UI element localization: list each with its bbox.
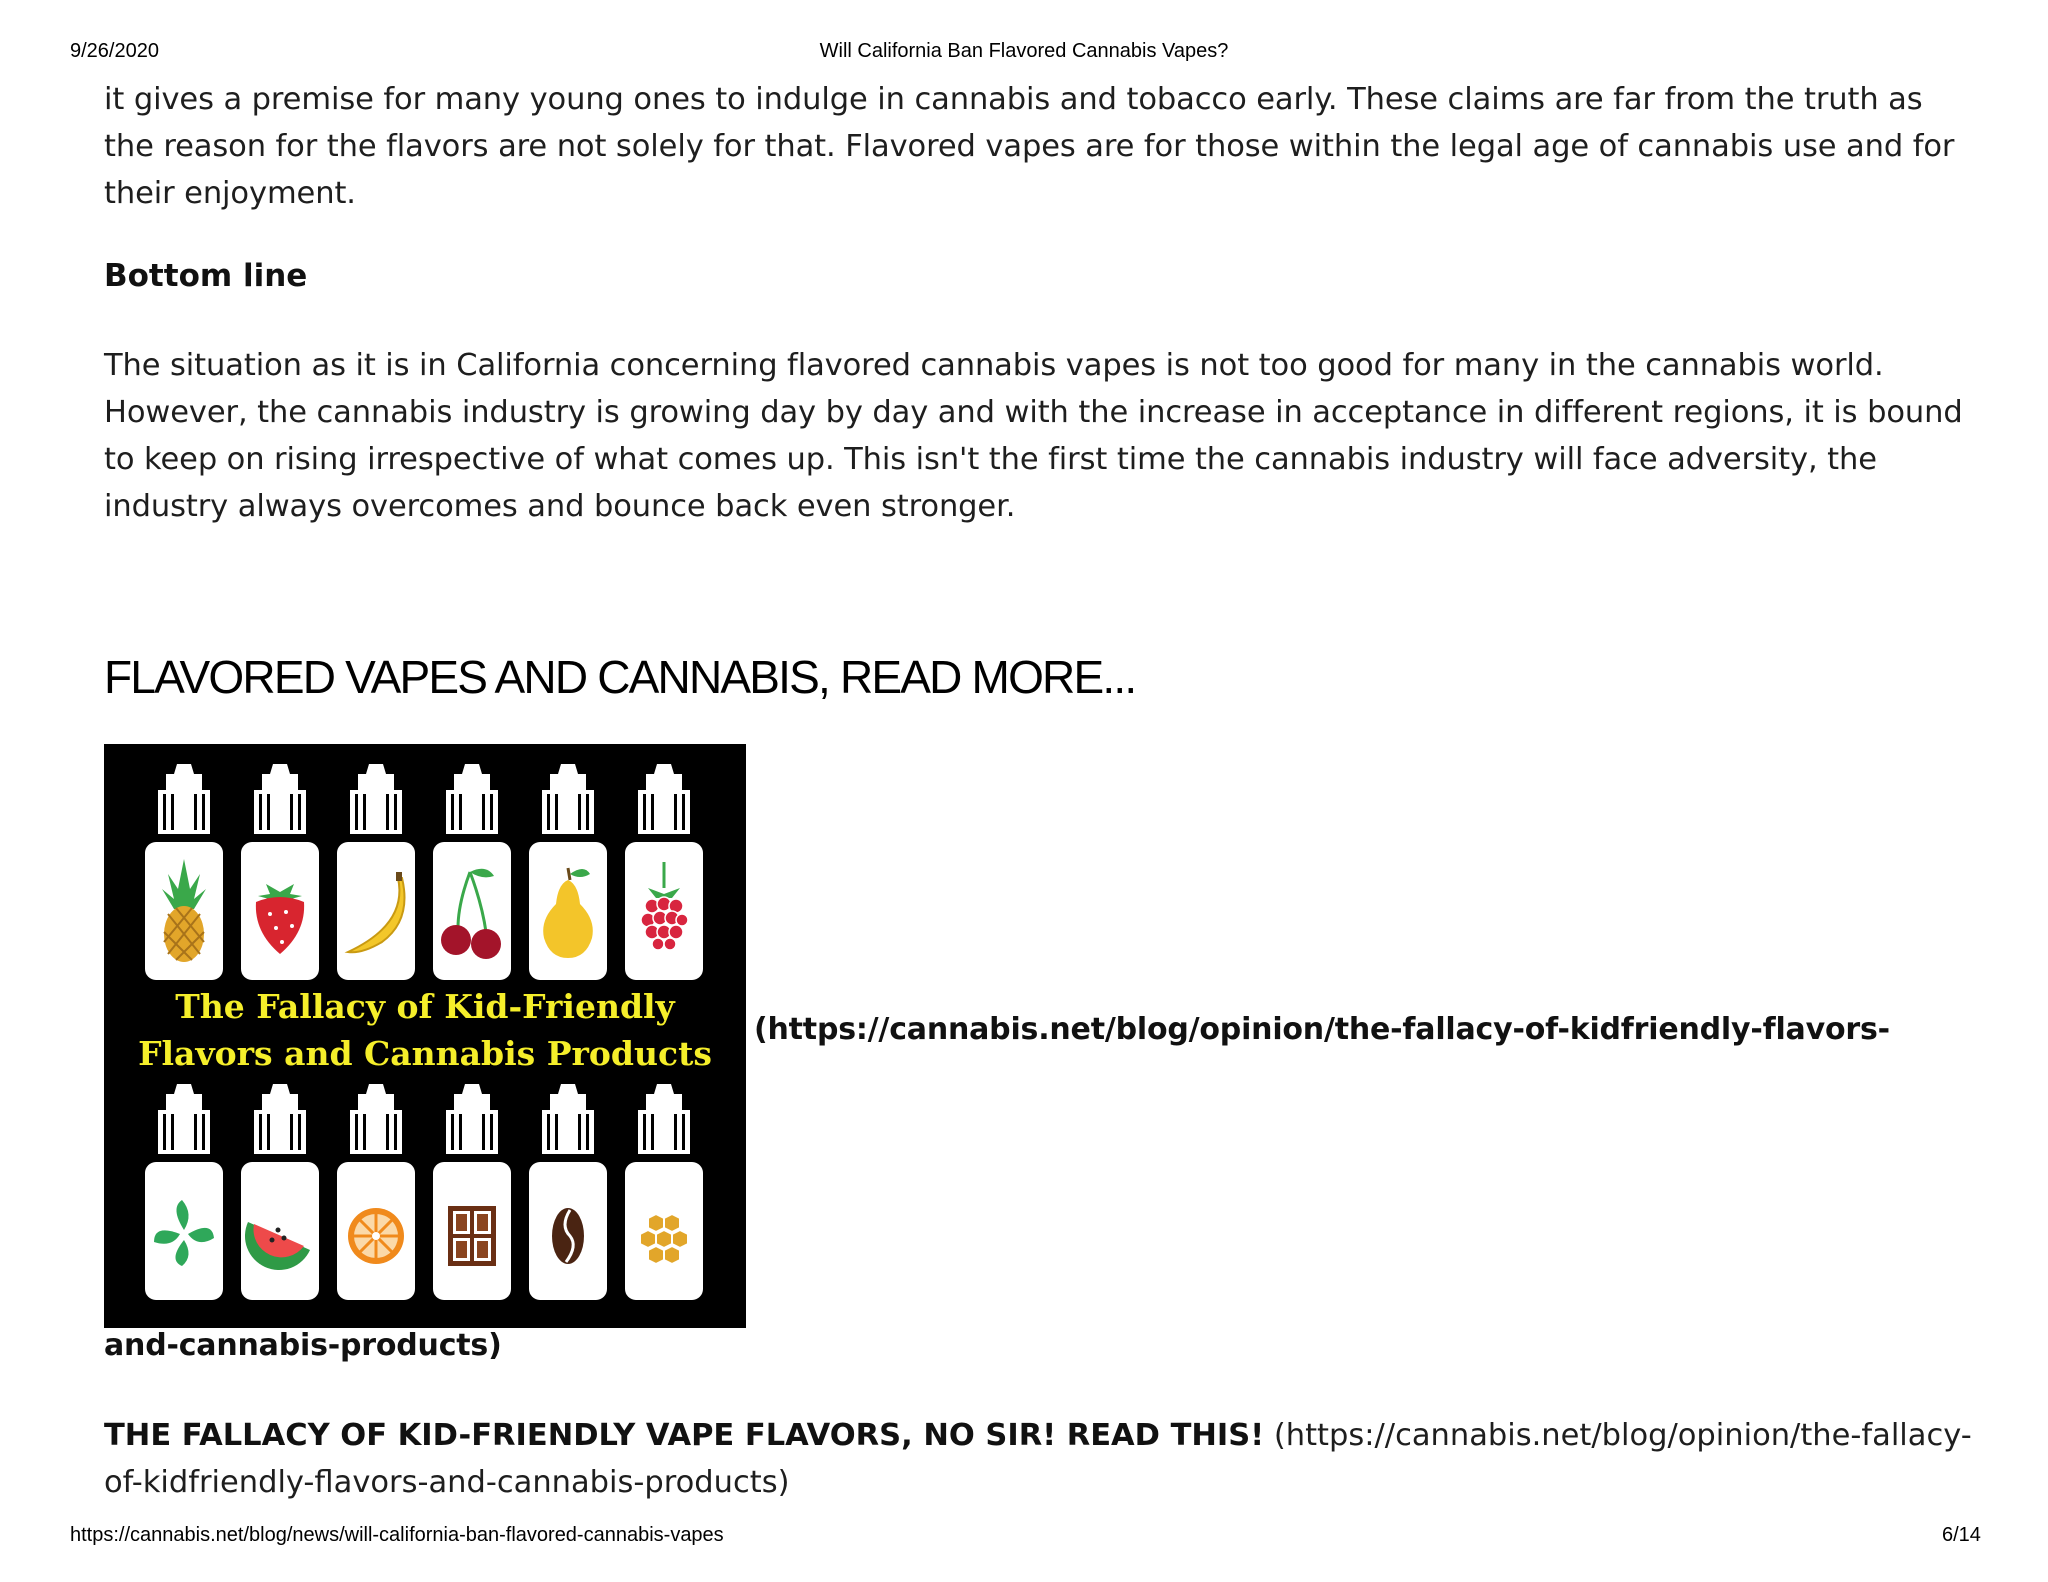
print-title: Will California Ban Flavored Cannabis Vapes? (819, 40, 1229, 62)
bottle-orange (337, 1084, 415, 1300)
print-page-number: 6/14 (1942, 1524, 1981, 1546)
read-this-bold-label: THE FALLACY OF KID-FRIENDLY VAPE FLAVORS, NO SIR! READ THIS! (104, 1418, 1265, 1453)
chocolate-icon (448, 1206, 496, 1266)
honeycomb-icon (640, 1214, 688, 1264)
bottle-mint (145, 1084, 223, 1300)
article-link-text-line1[interactable]: (https://cannabis.net/blog/opinion/the-fallacy-of-kidfriendly-flavors- (754, 1012, 1890, 1047)
coffee-bean-icon (552, 1208, 584, 1264)
print-date: 9/26/2020 (70, 40, 159, 62)
bottle-chocolate (433, 1084, 511, 1300)
thumbnail-caption-line2: Flavors and Cannabis Products (138, 1034, 712, 1073)
read-this-callout (104, 1412, 1984, 1506)
article-link-text-line2[interactable]: and-cannabis-products) (104, 1328, 502, 1363)
conclusion-paragraph: The situation as it is in California concerning flavored cannabis vapes is not too good for many in the cannabis world. However, the cannabis industry is growing day by day and with the increase in acceptance in different regions, it is bound to keep on rising irrespective of what comes up. This isn't the first time the cannabis industry will face adversity, the industry always overcomes and bounce back even stronger. (104, 348, 1963, 524)
print-footer-url: https://cannabis.net/blog/news/will-california-ban-flavored-cannabis-vapes (70, 1524, 724, 1546)
read-this-url[interactable]: (https://cannabis.net/blog/opinion/the-fallacy-of-kidfriendly-flavors-and-cannabis-products) (104, 1418, 1972, 1500)
read-more-heading: FLAVORED VAPES AND CANNABIS, READ MORE... (104, 651, 1136, 703)
thumbnail-caption-line1: The Fallacy of Kid-Friendly (175, 987, 675, 1026)
intro-paragraph: it gives a premise for many young ones to indulge in cannabis and tobacco early. These claims are far from the truth as the reason for the flavors are not solely for that. Flavored vapes are for those within the legal age of cannabis use and for their enjoyment. (104, 82, 1955, 211)
bottle-coffee (529, 1084, 607, 1300)
bottle-honey (625, 1084, 703, 1300)
fallacy-thumbnail[interactable] (104, 744, 746, 1328)
orange-icon (348, 1208, 404, 1264)
bottom-line-heading: Bottom line (104, 258, 308, 294)
bottle-banana (337, 764, 415, 980)
